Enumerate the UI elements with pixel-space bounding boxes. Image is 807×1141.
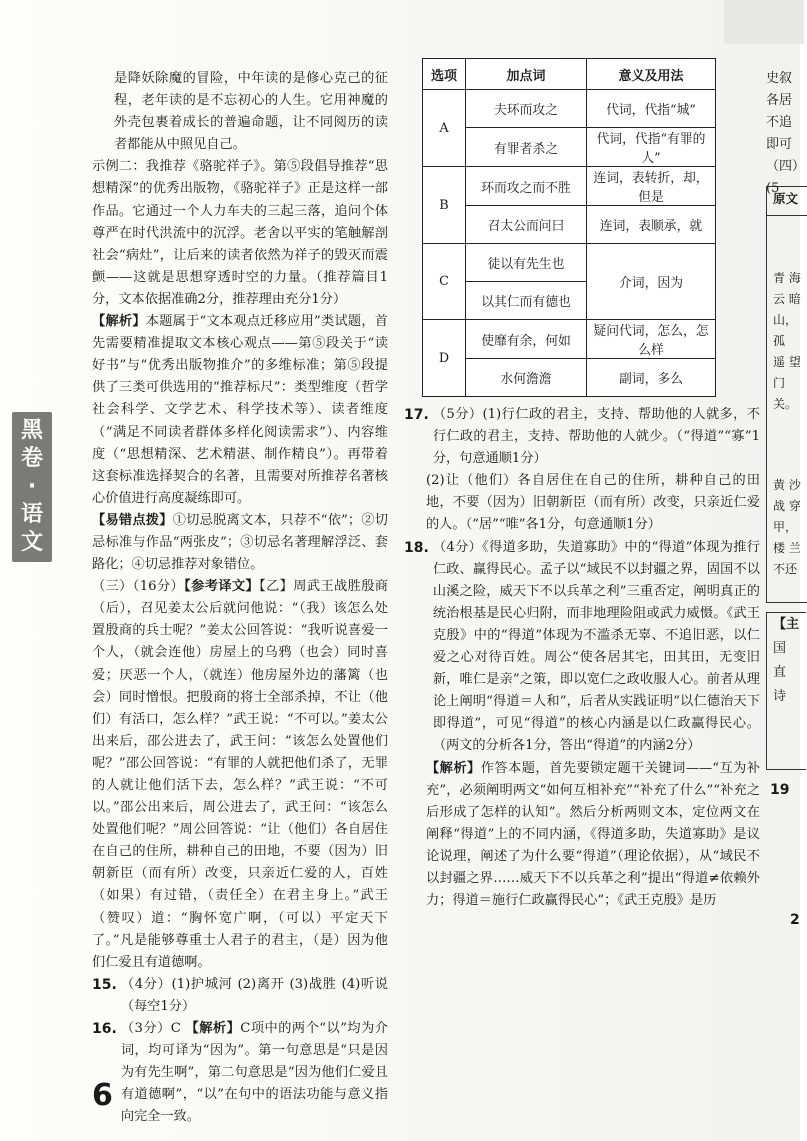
table-row [423, 320, 716, 359]
sidebar-char: 语 [20, 502, 43, 527]
option-cell: C [423, 244, 466, 320]
question-15 [92, 974, 388, 1018]
table-header-row [423, 59, 716, 90]
options-table [422, 58, 716, 397]
middle-column [404, 404, 760, 912]
question-16-number: 16. [92, 1021, 117, 1038]
theme-box [766, 612, 806, 770]
word-cell: 夫环而攻之 [466, 90, 587, 128]
question-15-number: 15. [92, 976, 117, 993]
right-line: 即可 [766, 137, 793, 152]
question-17 [404, 404, 760, 470]
word-cell: 使靡有余，何如 [466, 320, 587, 359]
meaning-cell: 连词，表顺承，就 [587, 206, 716, 244]
question-16-analysis-tag: 【解析】 [185, 1021, 241, 1037]
question-19-number: 19 [770, 782, 790, 798]
poem-line: 黄 沙 [773, 478, 801, 492]
table-row [423, 359, 716, 397]
poem-two [767, 415, 807, 580]
table-row [423, 206, 716, 244]
section-four-head: （四）(5 [766, 159, 806, 196]
sidebar-char: 文 [20, 530, 43, 555]
table-row [423, 167, 716, 206]
left-column [92, 68, 388, 1129]
meaning-cell: 连词，表转折，却，但是 [587, 167, 716, 206]
question-15-answer: （4分）(1)护城河 (2)离开 (3)战胜 (4)听说（每空1分） [120, 976, 388, 1014]
word-cell: 环而攻之而不胜 [466, 167, 587, 206]
poem-line: 云 暗 [773, 292, 801, 306]
question-18-analysis [404, 758, 760, 913]
question-16-analysis: C项中的两个“以”均为介词，均可译为“因为”。第一句意思是“只是因为有先生啊”，第二句意思是“因为他们仁爱且有道德啊”，“以”在句中的语法功能与意义指向完全一致。 [120, 1021, 388, 1125]
section-three [92, 576, 388, 974]
meaning-cell: 副词，多么 [587, 359, 716, 397]
sidebar-char: 卷 [20, 446, 43, 471]
error-tips-paragraph [92, 510, 388, 576]
theme-line: 国 [773, 641, 787, 656]
header-meaning: 意义及用法 [587, 59, 716, 90]
page-number: 6 [92, 1078, 113, 1113]
right-line: 各居 [766, 93, 793, 108]
word-cell: 召太公而问曰 [466, 206, 587, 244]
sidebar-char: · [27, 474, 37, 499]
poem-line: 不还 [773, 562, 798, 576]
poem-line: 遥 望 [773, 355, 801, 369]
poem-line: 青 海 [773, 271, 801, 285]
meaning-cell: 疑问代词，怎么，怎么样 [587, 320, 716, 359]
theme-box-tag: 【主 [773, 617, 800, 632]
page-corner-shadow [724, 0, 804, 44]
right-edge-text [766, 68, 806, 200]
word-cell: 水何澹澹 [466, 359, 587, 397]
theme-line: 诗 [773, 689, 787, 704]
meaning-cell: 代词，代指“城” [587, 90, 716, 128]
right-line: 史叙 [766, 71, 793, 86]
option-cell: A [423, 90, 466, 167]
word-cell: 以其仁而有德也 [466, 282, 587, 320]
table-row [423, 90, 716, 128]
poem-line: 楼 兰 [773, 541, 801, 555]
poem-line: 山，孤 [773, 313, 798, 348]
question-18-analysis-tag: 【解析】 [426, 760, 481, 776]
question-18-answer: （4分）《得道多助，失道寡助》中的“得道”体现为推行仁政、赢得民心。孟子以“域民不以封疆之界，固国不以山溪之险，威天下不以兵革之利”三重否定，阐明真正的统治根基是民心归附，而非地理险阻或武力威慑。《武王克殷》中的“得道”体现为不滥杀无辜、不追旧恶，以仁爱之心对待百姓。周公“使各居其宅，田其田，无变旧新，唯仁是亲”之策，即以宽仁之政收服人心。前者从理论上阐明“得道＝人和”，后者从实践证明“以仁德治天下即得道”，可见“得道”的核心内涵是以仁政赢得民心。（两文的分析各1分，答出“得道”的内涵2分） [432, 539, 760, 754]
translation-text: 【乙】周武王战胜殷商（后），召见姜太公后就问他说：“（我）该怎么处置殷商的兵士呢？”姜太公回答说：“我听说喜爱一个人，（就会连他）房屋上的乌鸦（也会）同时喜爱；厌恶一个人，（就连）他房屋外边的藩篱（也会）同时憎恨。把殷商的将士全部杀掉，不让（他们）有活口，怎么样？”武王说：“不可以。”姜太公出来后，邵公进去了，武王问：“该怎么处置他们呢？”邵公回答说：“有罪的人就把他们杀了，无罪的人就让他们活下去，怎么样？”武王说：“不可以。”邵公出来后，周公进去了，武王问：“该怎么处置他们呢？”周公回答说：“让（他们）各自居住在自己的住所，耕种自己的田地，不要（因为）旧朝新臣（而有所）改变，只亲近仁爱的人，百姓（如果）有过错，（责任全）在君主身上。”武王（赞叹）道：“胸怀宽广啊，（可以）平定天下了。”凡是能够尊重士人君子的君主，（是）因为他们仁爱且有道德啊。 [92, 579, 388, 970]
question-18-number: 18. [404, 539, 429, 556]
poem-box-header: 原文 [767, 187, 807, 216]
poem-line: 甲， [773, 520, 798, 534]
analysis-tag: 【解析】 [92, 314, 146, 330]
question-17-answer-2: (2)让（他们）各自居住在自己的住所，耕种自己的田地，不要（因为）旧朝新臣（而有所）改变，只亲近仁爱的人。（“居”“唯”各1分，句意通顺1分） [426, 473, 760, 533]
table-row [423, 244, 716, 282]
poem-one [767, 216, 807, 415]
table-row [423, 128, 716, 167]
error-tips-text: ①切忌脱离文本，只荐不“依”；②切忌标准与作品“两张皮”；③切忌名著理解浮泛、套路化；④切忌推荐对象错位。 [92, 512, 388, 573]
poem-line: 门关。 [773, 376, 798, 411]
question-16-answer: （3分）C [120, 1021, 186, 1037]
analysis-paragraph [92, 311, 388, 510]
meaning-cell: 介词，因为 [587, 244, 716, 320]
question-17-answer-1: （5分）(1)行仁政的君主，支持、帮助他的人就多，不行仁政的君主，支持、帮助他的人就少。（“得道”“寡”1分，句意通顺1分） [432, 407, 760, 467]
option-cell: D [423, 320, 466, 397]
question-18-analysis-text: 作答本题，首先要锁定题干关键词——“互为补充”，必须阐明两文“如何互相补充”“补充了什么”“补充之后形成了怎样的认知”。然后分析两则文本，定位两文在阐释“得道”上的不同内涵，《得道多助，失道寡助》是议论说理，阐述了为什么要“得道”（理论依据），从“域民不以封疆之界……威天下不以兵革之利”提出“得道≠依赖外力；得道＝施行仁政赢得民心”；《武王克殷》是历 [426, 760, 761, 909]
answer-continuation: 是降妖除魔的冒险，中年读的是修心克己的征程，老年读的是不忘初心的人生。它用神魔的外壳包裹着成长的普遍命题，让不同阅历的读者都能从中照见自己。 [114, 71, 388, 153]
word-cell: 徒以有先生也 [466, 244, 587, 282]
analysis-text: 本题属于“文本观点迁移应用”类试题，首先需要精准提取文本核心观点——第⑤段关于“读好书”与“优秀出版物推介”的多维标准；第⑤段提供了三类可供选用的“推荐标尺”：类型维度（哲学社会科学、文学艺术、科学技术等）、读者维度（“满足不同读者群体多样化阅读需求”）、内容维度（“思想精深、艺术精湛、制作精良”）。再带着这套标准选择契合的名著，且需要对所推荐名著核心价值进行高度凝练即可。 [92, 314, 388, 506]
poem-box [766, 186, 807, 603]
question-17-number: 17. [404, 407, 429, 423]
sidebar-char: 黑 [20, 418, 43, 443]
subject-sidebar-tab [12, 412, 52, 562]
header-word: 加点词 [466, 59, 587, 90]
theme-line: 直 [773, 665, 787, 680]
header-option: 选项 [423, 59, 466, 90]
question-18 [404, 537, 760, 758]
section-three-head: （三）（16分） [92, 579, 185, 595]
right-line: 不追 [766, 115, 793, 130]
meaning-cell: 代词，代指“有罪的人” [587, 128, 716, 167]
question-20-number: 2 [790, 912, 800, 928]
word-cell: 有罪者杀之 [466, 128, 587, 167]
option-cell: B [423, 167, 466, 244]
example-two: 示例二：我推荐《骆驼祥子》。第⑤段倡导推荐“思想精深”的优秀出版物，《骆驼祥子》正是这样一部作品。它通过一个人力车夫的三起三落，追问个体尊严在时代洪流中的沉浮。老舍以平实的笔触解剖社会“病灶”，让后来的读者依然为祥子的毁灭而震颤——这就是思想穿透时空的力量。（推荐篇目1分，文本依据准确2分，推荐理由充分1分） [92, 159, 388, 307]
translation-tag: 【参考译文】 [184, 579, 260, 595]
question-16 [92, 1018, 388, 1128]
error-tips-tag: 【易错点拨】 [92, 512, 173, 528]
poem-line: 战 穿 [773, 499, 801, 513]
